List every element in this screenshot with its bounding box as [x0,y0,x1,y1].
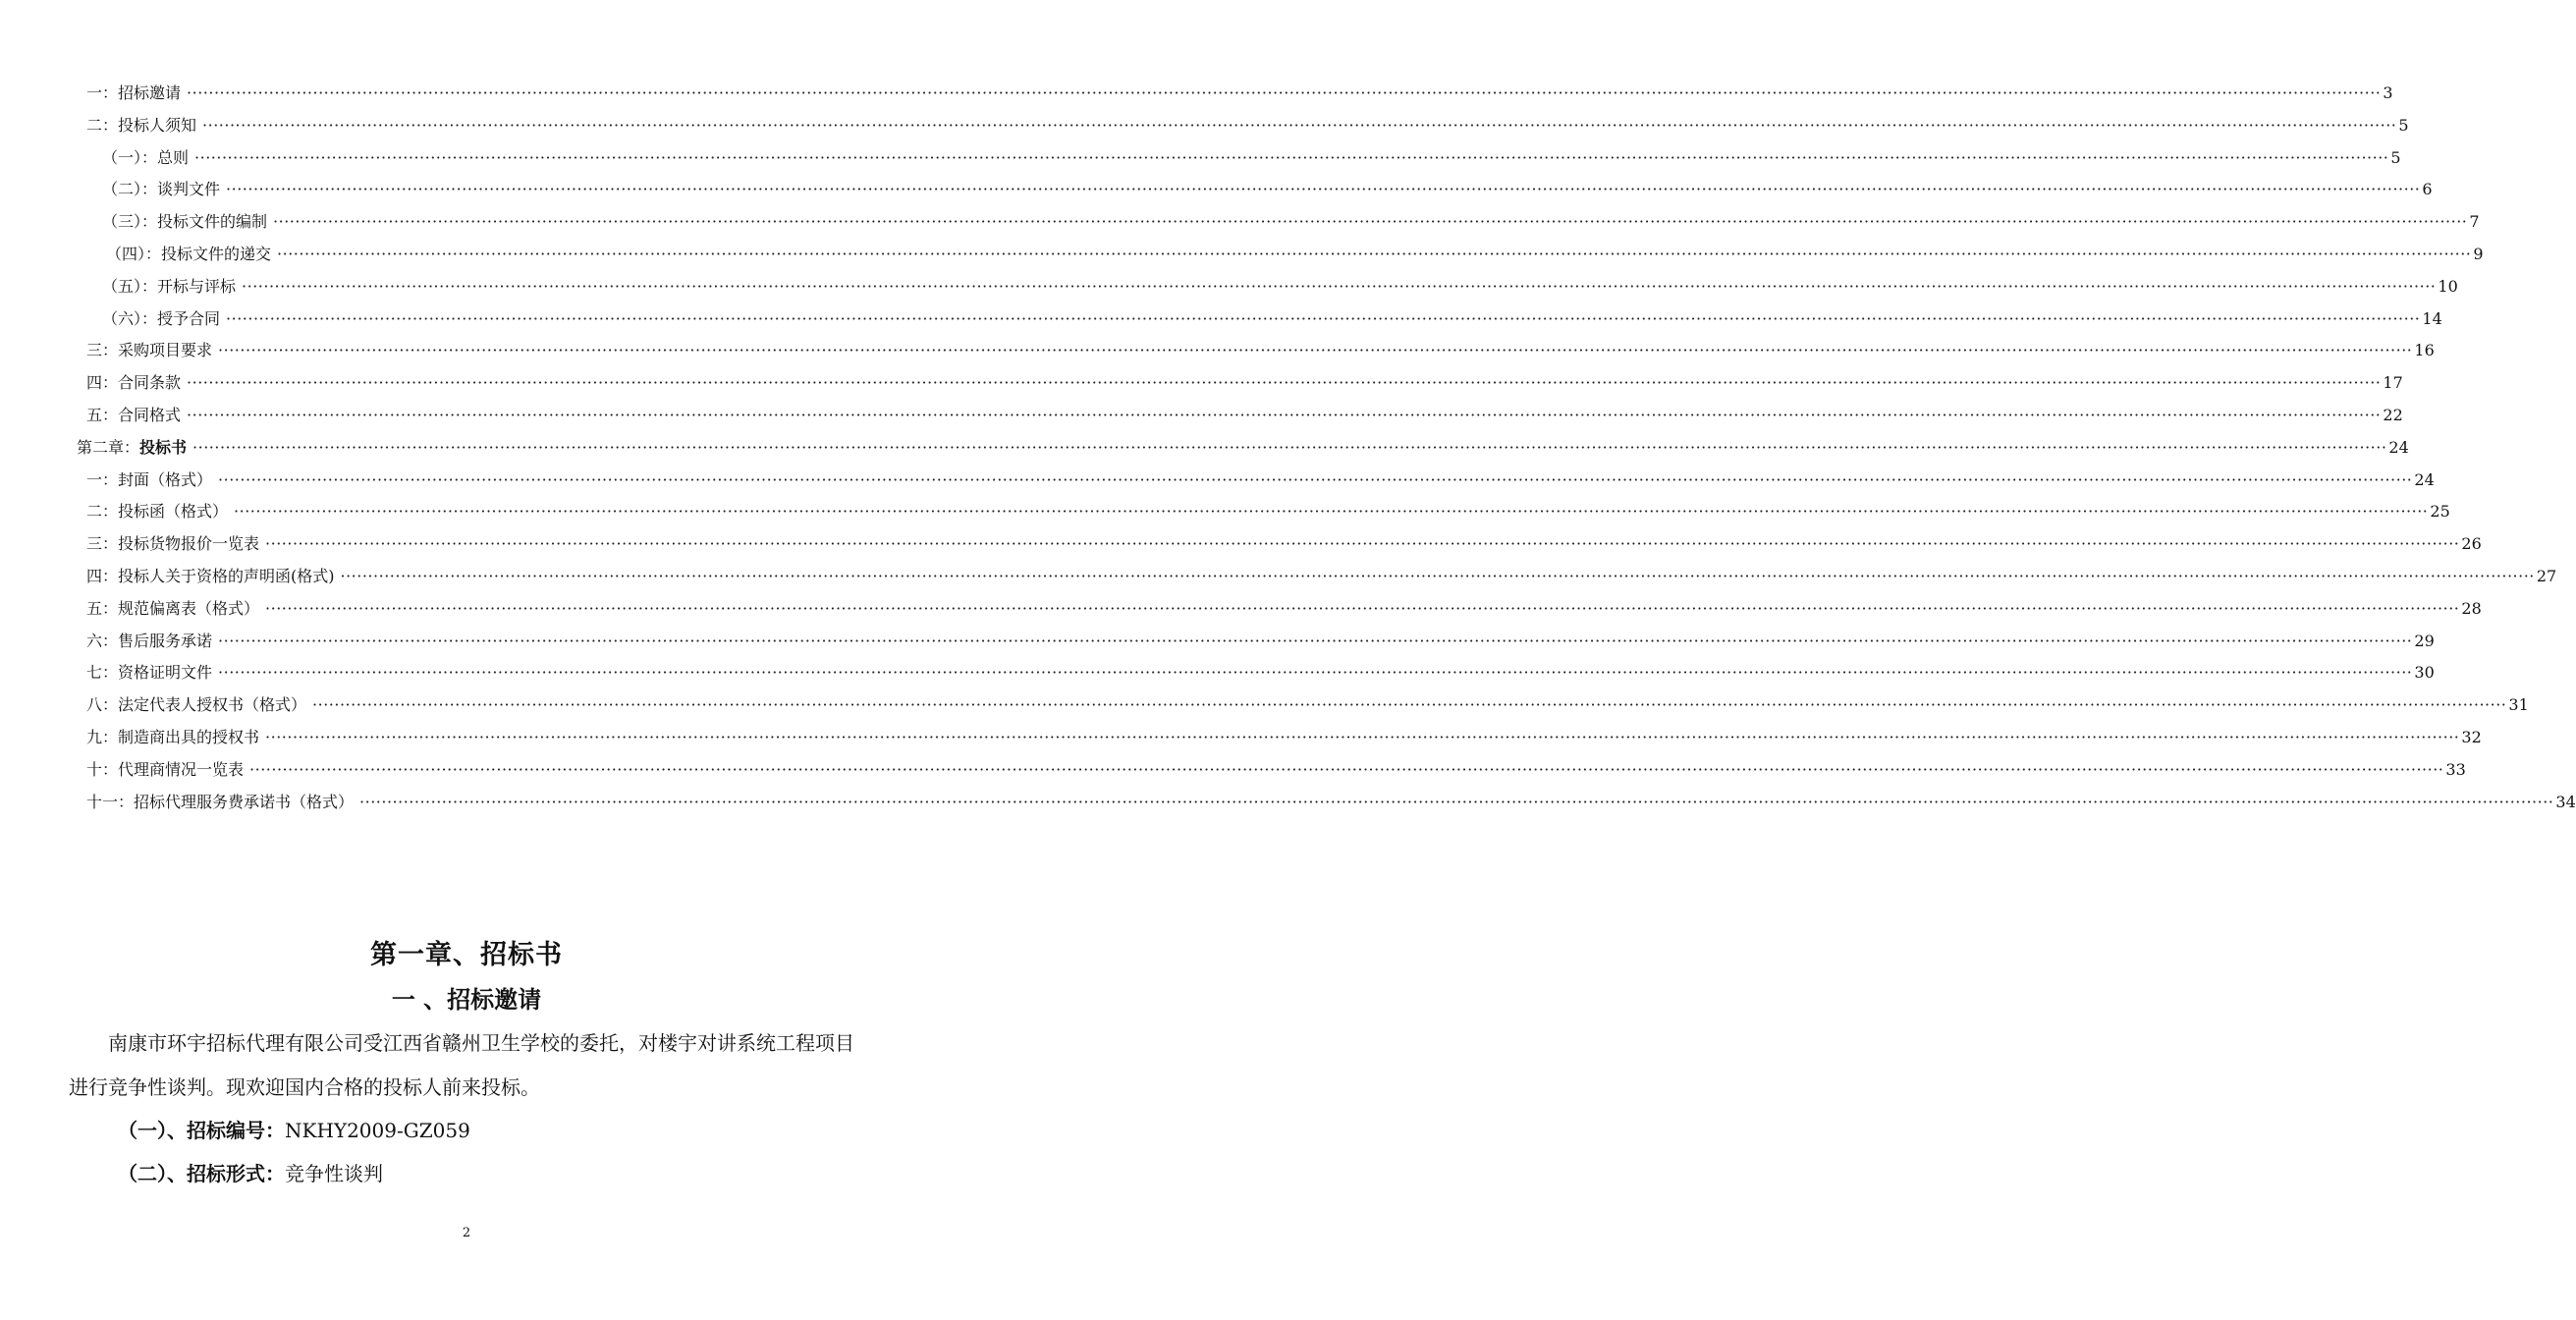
toc-entry-page: 26 [2461,534,2482,554]
toc-entry-label: （四）：投标文件的递交 [106,245,272,263]
toc-entry-label: （一）：总则 [102,147,190,167]
toc-entry-label: 一：封面（格式） [86,469,213,489]
toc-leader-dots: ················································································································································································································································································································································································································ [194,147,2389,167]
toc-entry-label: 三：采购项目要求 [86,341,213,360]
toc-entry[interactable] [106,240,2484,269]
toc-entry-page: 16 [2414,341,2435,360]
toc-leader-dots: ················································································································································································································································································································································································································ [226,180,2421,199]
toc-leader-dots: ················································································································································································································································································································································································································ [265,728,2460,746]
toc-entry-page: 24 [2388,437,2409,457]
toc-entry-page: 32 [2461,728,2482,746]
toc-entry-label [77,433,187,463]
toc-entry[interactable] [86,723,2482,752]
toc-entry-label: 四：合同条款 [86,373,182,393]
toc-entry[interactable] [86,788,2576,817]
toc-entry-label: 三：投标货物报价一览表 [86,534,260,554]
toc-entry[interactable] [86,755,2466,785]
toc-chapter-name: 投标书 [139,437,188,457]
toc-leader-dots: ················································································································································································································································································································································································································ [226,308,2421,328]
toc-entry-page: 5 [2398,115,2409,135]
toc-entry-label: 五：合同格式 [86,406,182,424]
toc-entry[interactable] [86,594,2482,624]
toc-entry[interactable] [102,175,2433,204]
toc-entry-label: （二）：谈判文件 [102,180,221,199]
toc-entry[interactable] [86,401,2403,430]
toc-entry[interactable] [102,143,2401,173]
tender-form-value: 竞争性谈判 [285,1162,383,1185]
toc-entry-label: 一：招标邀请 [86,83,182,102]
toc-leader-dots: ················································································································································································································································································································································································································ [187,83,2382,102]
toc-entry-label: 五：规范偏离表（格式） [86,598,260,618]
toc-leader-dots: ················································································································································································································································································································································································································ [187,406,2382,424]
toc-leader-dots: ················································································································································································································································································································································································································ [312,695,2507,715]
toc-entry-label: （六）：授予合同 [102,308,221,328]
toc-entry-page: 9 [2473,245,2484,263]
toc-leader-dots: ················································································································································································································································································································································································································ [340,567,2535,585]
toc-entry-page: 27 [2536,567,2557,585]
toc-leader-dots: ················································································································································································································································································································································································································ [202,115,2397,135]
toc-entry[interactable] [102,207,2480,237]
toc-leader-dots: ················································································································································································································································································································································································································ [242,276,2437,296]
toc-entry-page: 34 [2555,792,2576,811]
toc-leader-dots: ················································································································································································································································································································································································································ [249,759,2444,779]
toc-entry-label: 四：投标人关于资格的声明函(格式) [86,567,335,585]
toc-entry-label: 六：售后服务承诺 [86,631,213,650]
invitation-paragraph: 南康市环宇招标代理有限公司受江西省赣州卫生学校的委托，对楼宇对讲系统工程项目进行竞争性谈判。现欢迎国内合格的投标人前来投标。 [69,1031,854,1099]
toc-leader-dots: ················································································································································································································································································································································································································ [218,469,2413,489]
toc-entry-page: 3 [2383,83,2393,102]
toc-entry-page: 6 [2422,180,2433,199]
toc-entry-page: 30 [2414,663,2435,683]
toc-leader-dots: ················································································································································································································································································································································································································ [273,212,2468,232]
toc-chapter-prefix: 第二章： [77,437,140,457]
toc-entry-label: 七：资格证明文件 [86,663,213,683]
chapter-title: 第一章、招标书 [370,940,563,970]
toc-entry[interactable] [86,368,2403,398]
toc-entry-label: （三）：投标文件的编制 [102,212,268,232]
toc-entry-label: 二：投标人须知 [86,115,197,135]
toc-entry[interactable] [86,658,2435,688]
toc-entry-page: 25 [2430,502,2450,522]
page-number: 2 [462,1226,471,1240]
tender-number-label: （一）、招标编号： [118,1119,285,1142]
toc-entry[interactable] [86,336,2435,365]
toc-entry-label: 十：代理商情况一览表 [86,759,245,779]
toc-entry[interactable] [86,690,2529,720]
toc-entry-label: 二：投标函（格式） [86,502,229,522]
toc-entry-label: 九：制造商出具的授权书 [86,728,260,746]
toc-entry-page: 28 [2461,598,2482,618]
toc-entry-page: 22 [2383,406,2403,424]
toc-entry[interactable] [102,272,2458,302]
toc-entry-page: 14 [2422,308,2442,328]
toc-entry-page: 10 [2438,276,2458,296]
toc-entry[interactable] [86,79,2393,108]
tender-number-value: NKHY2009-GZ059 [285,1119,470,1142]
toc-leader-dots: ················································································································································································································································································································································································································ [192,437,2387,457]
toc-entry[interactable] [77,433,2409,463]
toc-entry-page: 17 [2383,373,2403,393]
toc-entry-label: （五）：开标与评标 [102,276,237,296]
toc-leader-dots: ················································································································································································································································································································································································································ [277,245,2472,263]
toc-leader-dots: ················································································································································································································································································································································································································ [234,502,2429,522]
toc-leader-dots: ················································································································································································································································································································································································································ [265,598,2460,618]
toc-entry[interactable] [86,627,2435,656]
tender-number-item [118,1116,470,1145]
toc-leader-dots: ················································································································································································································································································································································································································ [187,373,2382,393]
toc-leader-dots: ················································································································································································································································································································································································································ [218,663,2413,683]
toc-entry[interactable] [86,466,2435,495]
toc-entry-page: 29 [2414,631,2435,650]
toc-leader-dots: ················································································································································································································································································································································································································ [218,631,2413,650]
toc-entry[interactable] [102,304,2442,334]
toc-entry-page: 31 [2508,695,2529,715]
toc-entry-label: 八：法定代表人授权书（格式） [86,695,307,715]
tender-form-label: （二）、招标形式： [118,1162,285,1185]
toc-leader-dots: ················································································································································································································································································································································································································ [218,341,2413,360]
section-title: 一 、招标邀请 [391,985,542,1014]
tender-form-item [118,1159,383,1188]
toc-entry-page: 33 [2445,759,2466,779]
toc-entry[interactable] [86,562,2557,591]
toc-entry-page: 24 [2414,469,2435,489]
toc-entry-page: 5 [2390,147,2401,167]
toc-entry-label: 十一：招标代理服务费承诺书（格式） [86,792,355,811]
toc-entry-page: 7 [2469,212,2480,232]
toc-leader-dots: ················································································································································································································································································································································································································ [265,534,2460,554]
toc-entry[interactable] [86,529,2482,559]
toc-entry[interactable] [86,497,2450,526]
toc-entry[interactable] [86,111,2409,140]
toc-leader-dots: ················································································································································································································································································································································································································ [359,792,2554,811]
